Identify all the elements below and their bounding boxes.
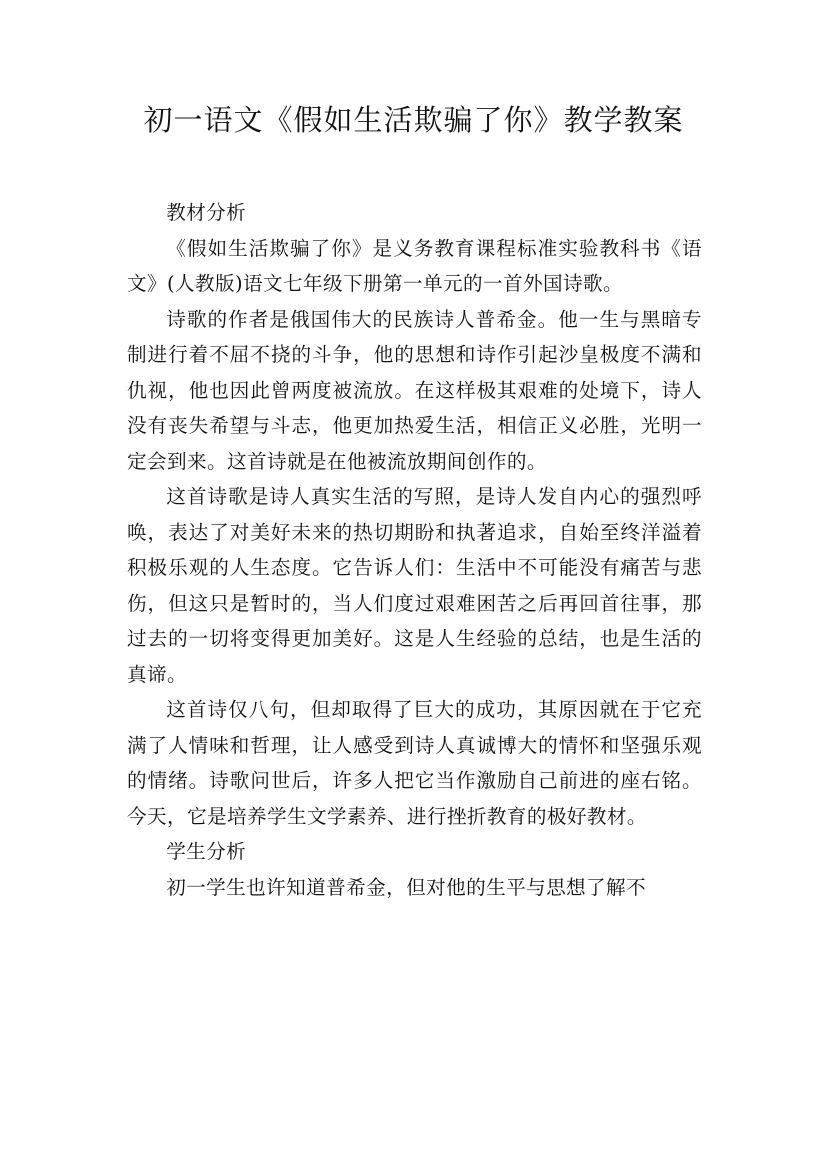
document-body	[127, 195, 702, 905]
paragraph-meaning: 这首诗歌是诗人真实生活的写照，是诗人发自内心的强烈呼唤，表达了对美好未来的热切期盼和执著追求，自始至终洋溢着积极乐观的人生态度。它告诉人们：生活中不可能没有痛苦与悲伤，但这只是暂时的，当人们度过艰难困苦之后再回首往事，那过去的一切将变得更加美好。这是人生经验的总结，也是生活的真谛。	[127, 485, 702, 686]
document-title: 初一语文《假如生活欺骗了你》教学教案	[143, 103, 684, 137]
paragraph-success: 这首诗仅八句，但却取得了巨大的成功，其原因就在于它充满了人情味和哲理，让人感受到诗人真诚博大的情怀和坚强乐观的情绪。诗歌问世后，许多人把它当作激励自己前进的座右铭。今天，它是培养学生文学素养、进行挫折教育的极好教材。	[127, 698, 702, 828]
paragraph-intro: 《假如生活欺骗了你》是义务教育课程标准实验教科书《语文》(人教版)语文七年级下册第一单元的一首外国诗歌。	[127, 236, 702, 295]
paragraph-author: 诗歌的作者是俄国伟大的民族诗人普希金。他一生与黑暗专制进行着不屈不挠的斗争，他的思想和诗作引起沙皇极度不满和仇视，他也因此曾两度被流放。在这样极其艰难的处境下，诗人没有丧失希望与斗志，他更加热爱生活，相信正义必胜，光明一定会到来。这首诗就是在他被流放期间创作的。	[127, 307, 702, 473]
paragraph-students: 初一学生也许知道普希金，但对他的生平与思想了解不	[166, 875, 647, 899]
section-heading-student-analysis: 学生分析	[166, 840, 247, 863]
section-heading-textbook-analysis: 教材分析	[166, 201, 247, 224]
